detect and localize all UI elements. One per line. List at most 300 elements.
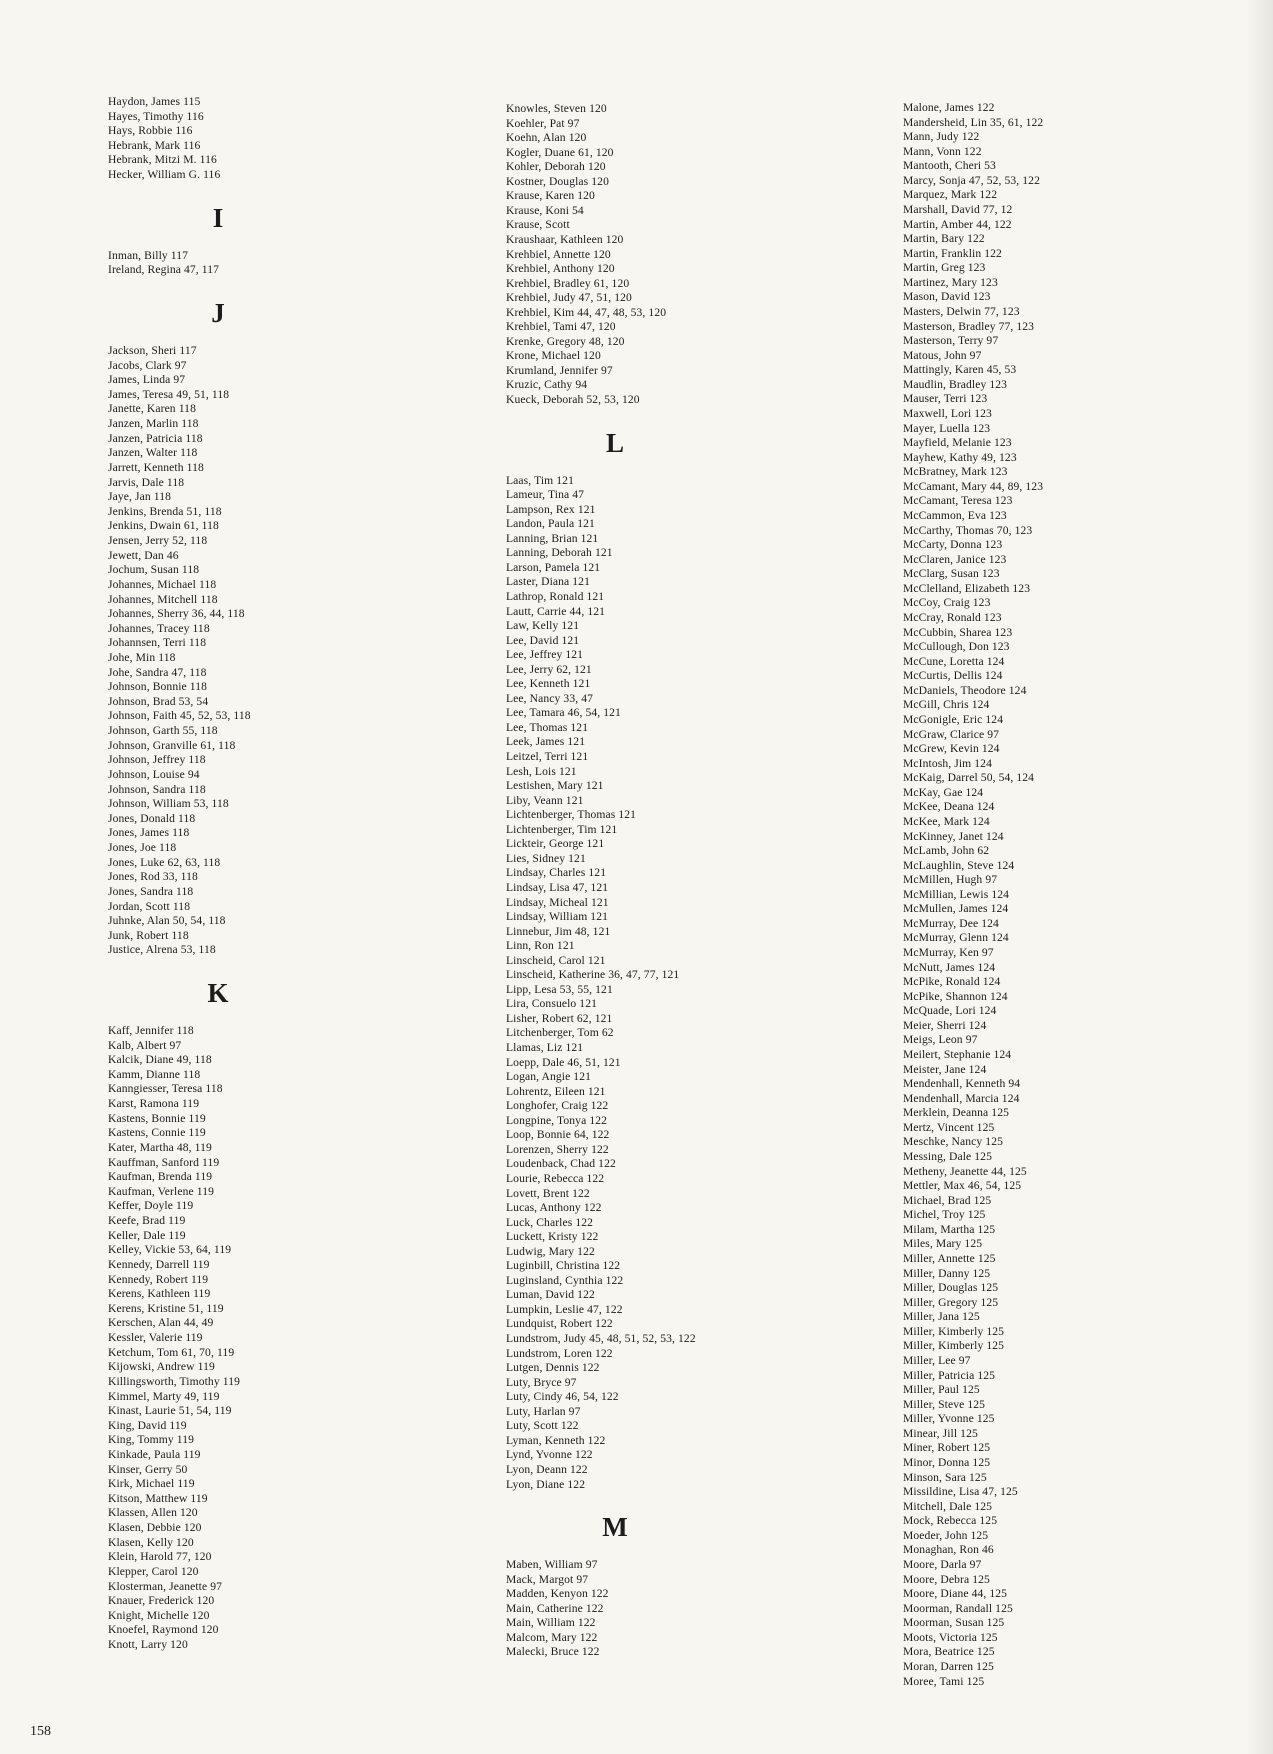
index-entry: Moran, Darren 125 [903,1659,994,1673]
index-entry: Mock, Rebecca 125 [903,1514,998,1528]
index-entry: Minson, Sara 125 [903,1470,987,1484]
index-entry: Law, Kelly 121 [506,619,580,633]
index-entry: Metheny, Jeanette 44, 125 [903,1164,1027,1178]
index-entry: Leitzel, Terri 121 [506,750,589,763]
index-entry: Lanning, Brian 121 [506,531,599,545]
index-entry: Lee, Jeffrey 121 [506,648,584,662]
index-entry: Luty, Cindy 46, 54, 122 [506,1390,619,1404]
index-entry: Lisher, Robert 62, 121 [506,1011,613,1025]
index-entry: Longhofer, Craig 122 [506,1099,609,1113]
index-entry: Johnson, Garth 55, 118 [108,724,218,738]
index-entry: Meigs, Leon 97 [903,1033,978,1047]
index-entry: McKee, Deana 124 [903,800,995,814]
index-entry: Lindsay, William 121 [506,910,609,924]
index-entry: James, Teresa 49, 51, 118 [108,387,230,401]
index-entry: Mendenhall, Kenneth 94 [903,1077,1021,1091]
index-entry: Lyon, Diane 122 [506,1477,586,1491]
index-entry: Martin, Bary 122 [903,232,985,246]
index-entry: McCullough, Don 123 [903,640,1010,654]
index-entry: Malecki, Bruce 122 [506,1645,600,1659]
index-entry: Messing, Dale 125 [903,1150,992,1164]
page-number: 158 [30,1724,51,1739]
index-entry: Jones, Rod 33, 118 [108,870,198,884]
index-entry: Johannes, Michael 118 [108,577,217,591]
index-entry: Lichtenberger, Tim 121 [506,822,618,836]
index-entry: Johnson, Sandra 118 [108,782,206,796]
index-entry: Karst, Ramona 119 [108,1097,200,1111]
index-entry: Merklein, Deanna 125 [903,1106,1009,1120]
index-entry: McMullen, James 124 [903,902,1009,916]
index-entry: Ketchum, Tom 61, 70, 119 [108,1345,235,1359]
index-entry: Knoefel, Raymond 120 [108,1623,219,1637]
index-entry: Miner, Robert 125 [903,1441,991,1455]
index-entry: McGonigle, Eric 124 [903,712,1004,726]
index-entry: Minear, Jill 125 [903,1426,978,1440]
index-entry: Junk, Robert 118 [108,928,189,942]
index-entry: Keefe, Brad 119 [108,1214,186,1228]
index-entry: McGill, Chris 124 [903,698,990,712]
index-entry: Longpine, Tonya 122 [506,1113,608,1127]
index-entry: Lesh, Lois 121 [506,764,577,778]
index-entry: Krehbiel, Anthony 120 [506,262,615,276]
index-entry: Mayfield, Melanie 123 [903,436,1012,450]
index-entry: Laas, Tim 121 [506,473,574,487]
index-entry: Jones, James 118 [108,826,190,840]
index-entry: Jaye, Jan 118 [108,490,172,504]
index-entry: McGrew, Kevin 124 [903,742,1000,756]
index-entry: Lucas, Anthony 122 [506,1201,602,1215]
index-entry: Landon, Paula 121 [506,517,595,531]
index-entry: McMurray, Dee 124 [903,916,999,930]
index-entry: Lampson, Rex 121 [506,502,596,516]
index-entry: Kinkade, Paula 119 [108,1447,201,1461]
index-entry: Haydon, James 115 [108,95,201,108]
index-entry: Killingsworth, Timothy 119 [108,1374,240,1388]
index-entry: Kostner, Douglas 120 [506,174,609,188]
index-entry: McDaniels, Theodore 124 [903,683,1027,697]
index-entry: Mason, David 123 [903,290,991,304]
index-entry: Maben, William 97 [506,1558,598,1572]
index-entry: Johnson, Faith 45, 52, 53, 118 [108,709,251,723]
index-entry: McMurray, Ken 97 [903,946,994,960]
index-entry: Linscheid, Carol 121 [506,953,606,967]
index-entry: Jacobs, Clark 97 [108,358,187,372]
index-entry: Kaff, Jennifer 118 [108,1024,194,1037]
index-entry: Kaufman, Brenda 119 [108,1170,213,1184]
index-entry: Johnson, Jeffrey 118 [108,753,206,767]
index-entry: Lindsay, Charles 121 [506,866,607,880]
index-entry: Meier, Sherri 124 [903,1018,987,1032]
index-entry: Lohrentz, Eileen 121 [506,1084,606,1098]
index-entry: Kennedy, Darrell 119 [108,1257,210,1271]
index-entry: Jarrett, Kenneth 118 [108,460,204,474]
index-entry: Miller, Douglas 125 [903,1281,999,1295]
index-entry: Main, William 122 [506,1616,596,1630]
index-entry: Monaghan, Ron 46 [903,1543,994,1557]
index-entry: Krehbiel, Judy 47, 51, 120 [506,291,632,305]
index-entry: Lee, Thomas 121 [506,720,589,734]
index-entry: Mattingly, Karen 45, 53 [903,363,1017,377]
index-entry: Kessler, Valerie 119 [108,1331,203,1345]
index-entry: Johnson, Granville 61, 118 [108,738,236,752]
index-entry: Lestishen, Mary 121 [506,779,604,793]
index-entry: Kueck, Deborah 52, 53, 120 [506,393,640,406]
index-entry: McIntosh, Jim 124 [903,756,992,770]
index-entry: Jewett, Dan 46 [108,548,179,562]
index-entry: Linscheid, Katherine 36, 47, 77, 121 [506,968,680,982]
index-entry: Mann, Judy 122 [903,130,980,144]
index-entry: Maxwell, Lori 123 [903,406,992,420]
index-entry: Linn, Ron 121 [506,939,575,953]
index-entry: Leek, James 121 [506,735,586,749]
index-entry: Kohler, Deborah 120 [506,160,606,174]
index-entry: Krehbiel, Kim 44, 47, 48, 53, 120 [506,305,667,319]
index-entry: Milam, Martha 125 [903,1222,996,1236]
index-entry: Ludwig, Mary 122 [506,1244,595,1258]
index-entry: Mayer, Luella 123 [903,421,991,435]
index-entry: Loudenback, Chad 122 [506,1157,616,1171]
index-entry: Larson, Pamela 121 [506,560,601,574]
index-entry: James, Linda 97 [108,373,186,387]
index-entry: McKay, Gae 124 [903,785,984,799]
index-entry: Lynd, Yvonne 122 [506,1448,593,1462]
index-entry: Jones, Donald 118 [108,811,196,825]
index-entry: Kater, Martha 48, 119 [108,1140,212,1154]
index-entry: Kirk, Michael 119 [108,1477,195,1491]
index-entry: Marcy, Sonja 47, 52, 53, 122 [903,173,1040,187]
index-entry: McPike, Shannon 124 [903,989,1008,1003]
index-entry: Jenkins, Brenda 51, 118 [108,504,222,518]
index-entry: Mann, Vonn 122 [903,144,982,158]
index-entry: Llamas, Liz 121 [506,1041,584,1054]
index-entry: Michael, Brad 125 [903,1193,992,1207]
index-entry: McKinney, Janet 124 [903,829,1004,843]
index-entry: McMillen, Hugh 97 [903,873,998,887]
index-entry: Mitchell, Dale 125 [903,1499,993,1513]
index-entry: Jackson, Sheri 117 [108,343,197,357]
index-entry: Johannes, Mitchell 118 [108,592,218,606]
index-entry: Miller, Paul 125 [903,1383,980,1397]
index-entry: Kamm, Dianne 118 [108,1067,201,1081]
index-entry: Lundquist, Robert 122 [506,1317,613,1331]
index-entry: Krumland, Jennifer 97 [506,363,613,377]
index-entry: Kerschen, Alan 44, 49 [108,1316,214,1330]
index-entry: Lee, Kenneth 121 [506,677,591,691]
index-entry: Kimmel, Marty 49, 119 [108,1389,220,1403]
index-entry: Martin, Franklin 122 [903,246,1002,260]
index-entry: McMillian, Lewis 124 [903,887,1010,901]
index-entry: Jones, Joe 118 [108,841,177,855]
index-entry: Malone, James 122 [903,101,995,114]
section-letter-k: K [207,978,229,1008]
index-entry: Kelley, Vickie 53, 64, 119 [108,1243,232,1257]
index-entry: Mendenhall, Marcia 124 [903,1091,1020,1105]
index-entry: Luginsland, Cynthia 122 [506,1273,624,1287]
index-entry: McKee, Mark 124 [903,814,990,828]
index-entry: Kastens, Bonnie 119 [108,1111,206,1125]
section-letter-m: M [602,1512,628,1543]
index-entry: Moore, Diane 44, 125 [903,1587,1008,1601]
index-entry: Masters, Delwin 77, 123 [903,304,1020,318]
section-letter-l: L [605,427,625,458]
index-entry: Jordan, Scott 118 [108,899,191,913]
index-entry: Ireland, Regina 47, 117 [108,263,220,277]
index-entry: Johnson, Louise 94 [108,767,200,781]
index-entry: Kerens, Kristine 51, 119 [108,1301,224,1315]
index-entry: Meschke, Nancy 125 [903,1135,1003,1149]
index-entry: Luty, Bryce 97 [506,1375,577,1389]
index-entry: McNutt, James 124 [903,960,996,974]
index-entry: Johannsen, Terri 118 [108,636,207,650]
index-entry: Mauser, Terri 123 [903,392,988,406]
index-entry: Miller, Yvonne 125 [903,1412,995,1426]
index-entry: Miller, Patricia 125 [903,1368,996,1382]
index-entry: Liby, Veann 121 [506,793,584,807]
index-entry: McLaughlin, Steve 124 [903,858,1015,872]
index-entry: Krehbiel, Annette 120 [506,247,611,261]
index-entry: Knowles, Steven 120 [506,102,607,115]
index-entry: Masterson, Terry 97 [903,334,999,348]
index-entry: Krenke, Gregory 48, 120 [506,334,625,348]
index-entry: McCune, Loretta 124 [903,654,1005,668]
index-entry: Moorman, Susan 125 [903,1616,1005,1630]
index-entry: Kitson, Matthew 119 [108,1491,208,1505]
index-entry: Linnebur, Jim 48, 121 [506,924,611,938]
index-entry: Lautt, Carrie 44, 121 [506,604,606,618]
index-entry: Lutgen, Dennis 122 [506,1361,600,1375]
index-entry: Hays, Robbie 116 [108,124,193,138]
index-entry: Malcom, Mary 122 [506,1630,598,1644]
index-entry: Hebrank, Mitzi M. 116 [108,153,217,167]
index-entry: Luty, Harlan 97 [506,1404,581,1418]
index-entry: McCammon, Eva 123 [903,508,1007,522]
index-entry: Juhnke, Alan 50, 54, 118 [108,914,226,928]
index-entry: Mertz, Vincent 125 [903,1120,995,1134]
index-entry: Johannes, Tracey 118 [108,621,210,635]
index-entry: McClarg, Susan 123 [903,567,1000,581]
index-entry: Kastens, Connie 119 [108,1126,206,1140]
index-entry: Moots, Victoria 125 [903,1630,998,1644]
index-entry: Lathrop, Ronald 121 [506,589,605,603]
index-entry: Johnson, Bonnie 118 [108,680,208,694]
index-entry: Miller, Lee 97 [903,1354,971,1368]
index-entry: Kerens, Kathleen 119 [108,1287,211,1301]
index-entry: McCray, Ronald 123 [903,610,1002,624]
index-entry: Jones, Sandra 118 [108,884,194,898]
index-entry: Lies, Sidney 121 [506,851,586,865]
index-entry: Missildine, Lisa 47, 125 [903,1485,1018,1499]
index-entry: McCarty, Donna 123 [903,538,1003,552]
index-entry: Janzen, Patricia 118 [108,431,203,445]
index-entry: Lindsay, Lisa 47, 121 [506,880,609,894]
index-entry: Klasen, Kelly 120 [108,1535,194,1549]
index-entry: Moeder, John 125 [903,1528,989,1542]
index-entry: McClelland, Elizabeth 123 [903,581,1031,595]
section-letter-j: J [211,297,225,328]
index-entry: Moore, Debra 125 [903,1572,990,1586]
index-entry: Klein, Harold 77, 120 [108,1550,212,1564]
index-entry: McClaren, Janice 123 [903,552,1007,566]
index-entry: Lichtenberger, Thomas 121 [506,808,637,822]
index-entry: Lee, Tamara 46, 54, 121 [506,706,621,720]
index-entry: Mora, Beatrice 125 [903,1645,995,1659]
index-entry: Klassen, Allen 120 [108,1506,198,1520]
index-entry: Marshall, David 77, 12 [903,202,1013,216]
index-entry: Kaufman, Verlene 119 [108,1184,214,1198]
index-entry: Lundstrom, Judy 45, 48, 51, 52, 53, 122 [506,1332,696,1345]
index-entry: Miles, Mary 125 [903,1237,983,1251]
index-entry: Main, Catherine 122 [506,1601,604,1615]
index-entry: Johe, Sandra 47, 118 [108,665,207,679]
index-entry: Matous, John 97 [903,348,982,362]
index-entry: Klosterman, Jeanette 97 [108,1579,223,1593]
index-entry: Lickteir, George 121 [506,837,605,851]
index-entry: Jensen, Jerry 52, 118 [108,534,208,548]
index-entry: Inman, Billy 117 [108,248,189,262]
index-entry: Luck, Charles 122 [506,1215,594,1229]
index-entry: Miller, Steve 125 [903,1397,986,1411]
index-entry: Johe, Min 118 [108,650,176,664]
index-entry: Klasen, Debbie 120 [108,1521,202,1535]
index-entry: Keller, Dale 119 [108,1228,186,1242]
index-entry: Koehler, Pat 97 [506,116,580,130]
index-entry: Keffer, Doyle 119 [108,1199,194,1213]
index-entry: Krehbiel, Bradley 61, 120 [506,276,630,290]
index-entry: Madden, Kenyon 122 [506,1587,609,1601]
index-entry: Meilert, Stephanie 124 [903,1048,1012,1062]
index-entry: Lorenzen, Sherry 122 [506,1142,609,1156]
index-entry: Lundstrom, Loren 122 [506,1346,613,1360]
index-entry: Martinez, Mary 123 [903,275,998,289]
index-entry: Krehbiel, Tami 47, 120 [506,320,616,334]
index-entry: Jarvis, Dale 118 [108,475,185,489]
index-entry: Kauffman, Sanford 119 [108,1155,220,1169]
index-entry: Moree, Tami 125 [903,1674,985,1688]
index-entry: Lyon, Deann 122 [506,1462,588,1476]
index-entry: Maudlin, Bradley 123 [903,377,1008,391]
index-entry: Lindsay, Micheal 121 [506,895,609,909]
index-entry: Johannes, Sherry 36, 44, 118 [108,607,245,621]
index-entry: Klepper, Carol 120 [108,1564,199,1578]
index-entry: McCurtis, Dellis 124 [903,669,1003,683]
index-entry: Logan, Angie 121 [506,1070,591,1084]
index-entry: Meister, Jane 124 [903,1062,987,1076]
index-entry: Mantooth, Cheri 53 [903,159,996,173]
index-entry: Luty, Scott 122 [506,1419,579,1433]
index-entry: Justice, Alrena 53, 118 [108,943,216,957]
index-entry: Miller, Annette 125 [903,1252,996,1266]
index-entry: Luckett, Kristy 122 [506,1230,599,1244]
page-edge-shadow [1247,0,1273,1754]
index-entry: Johnson, William 53, 118 [108,797,229,811]
index-entry: Hayes, Timothy 116 [108,109,204,123]
index-entry: McLamb, John 62 [903,844,990,858]
index-entry: Mack, Margot 97 [506,1572,589,1586]
index-entry: McPike, Ronald 124 [903,975,1001,989]
index-entry: Krause, Koni 54 [506,203,584,217]
index-entry: Litchenberger, Tom 62 [506,1026,614,1040]
index-entry: McGraw, Clarice 97 [903,727,1000,741]
index-entry: McCamant, Teresa 123 [903,494,1013,508]
index-entry: Moore, Darla 97 [903,1558,982,1571]
index-entry: Moorman, Randall 125 [903,1601,1013,1615]
index-entry: Knauer, Frederick 120 [108,1594,215,1608]
index-entry: Miller, Danny 125 [903,1266,991,1280]
index-entry: Kijowski, Andrew 119 [108,1360,215,1374]
index-entry: Mayhew, Kathy 49, 123 [903,450,1017,464]
index-entry: Loepp, Dale 46, 51, 121 [506,1055,621,1069]
index-entry: Kinser, Gerry 50 [108,1462,188,1476]
index-entry: Krause, Scott [506,218,570,232]
index-entry: Miller, Jana 125 [903,1310,980,1324]
index-entry: Lipp, Lesa 53, 55, 121 [506,982,613,996]
index-entry: Janzen, Marlin 118 [108,417,199,431]
index-entry: McKaig, Darrel 50, 54, 124 [903,771,1035,785]
index-entry: Laster, Diana 121 [506,575,590,589]
index-entry: Kalcik, Diane 49, 118 [108,1053,212,1067]
index-entry: Kogler, Duane 61, 120 [506,145,614,159]
index-entry: Krone, Michael 120 [506,349,601,363]
index-entry: Kruzic, Cathy 94 [506,378,588,392]
index-entry: Lourie, Rebecca 122 [506,1171,605,1185]
index-entry: Luginbill, Christina 122 [506,1259,621,1273]
index-entry: Miller, Kimberly 125 [903,1339,1005,1353]
index-entry: McCoy, Craig 123 [903,596,991,610]
index-entry: Lovett, Brent 122 [506,1186,590,1200]
index-entry: Knight, Michelle 120 [108,1608,210,1622]
index-entry: McCarthy, Thomas 70, 123 [903,523,1033,537]
index-entry: Masterson, Bradley 77, 123 [903,319,1035,333]
index-entry: Jochum, Susan 118 [108,563,200,577]
index-entry: Lumpkin, Leslie 47, 122 [506,1302,623,1316]
index-entry: Lee, Jerry 62, 121 [506,662,592,676]
index-entry: Kalb, Albert 97 [108,1038,182,1052]
index-entry: McCubbin, Sharea 123 [903,625,1013,639]
index-entry: Lee, David 121 [506,633,580,647]
index-entry: Minor, Donna 125 [903,1456,991,1469]
index-entry: Martin, Greg 123 [903,261,986,275]
index-entry: Loop, Bonnie 64, 122 [506,1128,610,1142]
section-letter-i: I [212,202,224,233]
index-entry: King, David 119 [108,1418,187,1432]
index-entry: Janette, Karen 118 [108,402,196,416]
index-entry: Mettler, Max 46, 54, 125 [903,1179,1022,1193]
index-entry: Martin, Amber 44, 122 [903,217,1012,231]
index-entry: Luman, David 122 [506,1288,595,1302]
index-entry: McQuade, Lori 124 [903,1004,997,1018]
index-entry: Johnson, Brad 53, 54 [108,694,209,708]
index-entry: Lee, Nancy 33, 47 [506,691,594,705]
index-entry: McCamant, Mary 44, 89, 123 [903,479,1044,493]
index-entry: Kanngiesser, Teresa 118 [108,1082,223,1096]
index-entry: Kennedy, Robert 119 [108,1272,209,1286]
index-entry: Lyman, Kenneth 122 [506,1433,606,1447]
index-entry: Lira, Consuelo 121 [506,997,597,1011]
index-entry: Janzen, Walter 118 [108,446,198,460]
index-entry: Koehn, Alan 120 [506,131,587,145]
index-entry: Hebrank, Mark 116 [108,138,201,152]
index-entry: Kinast, Laurie 51, 54, 119 [108,1404,232,1418]
index-entry: Lanning, Deborah 121 [506,546,613,560]
index-entry: Michel, Troy 125 [903,1208,986,1222]
index-entry: Lameur, Tina 47 [506,488,585,502]
index-entry: King, Tommy 119 [108,1433,195,1447]
index-entry: Hecker, William G. 116 [108,168,221,182]
index-entry: Kraushaar, Kathleen 120 [506,232,624,246]
index-entry: McBratney, Mark 123 [903,465,1008,479]
index-entry: Jones, Luke 62, 63, 118 [108,855,221,869]
index-entry: Knott, Larry 120 [108,1638,188,1652]
